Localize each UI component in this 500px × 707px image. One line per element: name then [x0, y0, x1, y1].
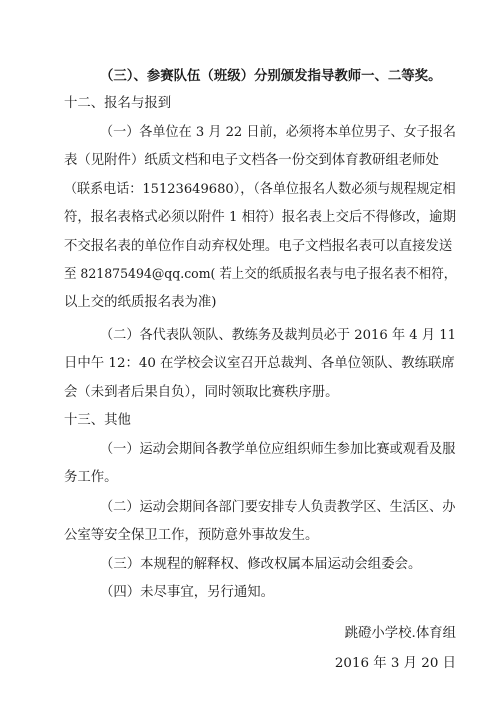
s12-p1-line1: （一）各单位在 3 月 22 日前，必须将本单位男子、女子报名	[100, 125, 456, 140]
s13-p1-line2: 务工作。	[64, 470, 118, 485]
award-line: （三）、参赛队伍（班级）分别颁发指导教师一、二等奖。	[100, 68, 442, 84]
s13-p3: （三）本规程的解释权、修改权属本届运动会组委会。	[100, 557, 422, 572]
signature-date: 2016 年 3 月 20 日	[334, 656, 456, 671]
s12-p2-line3: 会（未到者后果自负），同时领取比赛秩序册。	[64, 385, 339, 400]
s12-p1-line7: 以上交的纸质报名表为准)	[64, 295, 217, 310]
s13-p4: （四）未尽事宜，另行通知。	[100, 585, 275, 600]
s12-p1-line5: 不交报名表的单位作自动弃权处理。电子文档报名表可以直接发送	[64, 239, 453, 254]
s13-p2-line1: （二）运动会期间各部门要安排专人负责教学区、生活区、办	[100, 500, 456, 515]
signature-org: 跳磴小学校.体育组	[344, 626, 456, 641]
s12-p1-line6: 至 821875494@qq.com( 若上交的纸质报名表与电子报名表不相符，	[64, 267, 457, 282]
s12-p1-line4: 符，报名表格式必须以附件 1 相符）报名表上交后不得修改，逾期	[64, 210, 456, 225]
s12-p1-line3: （联系电话：15123649680），（各单位报名人数必须与规程规定相	[64, 182, 456, 197]
s12-p1-line2: 表（见附件）纸质文档和电子文档各一份交到体育教研组老师处	[64, 153, 439, 168]
s12-p2-line2: 日中午 12：40 在学校会议室召开总裁判、各单位领队、教练联席	[64, 356, 455, 371]
s13-p2-line2: 公室等安全保卫工作，预防意外事故发生。	[64, 528, 319, 543]
section-12-heading: 十二、报名与报到	[64, 96, 172, 111]
s13-p1-line1: （一）运动会期间各教学单位应组织师生参加比赛或观看及服	[100, 442, 456, 457]
s12-p2-line1: （二）各代表队领队、教练务及裁判员必于 2016 年 4 月 11	[100, 328, 456, 343]
section-13-heading: 十三、其他	[64, 413, 131, 428]
